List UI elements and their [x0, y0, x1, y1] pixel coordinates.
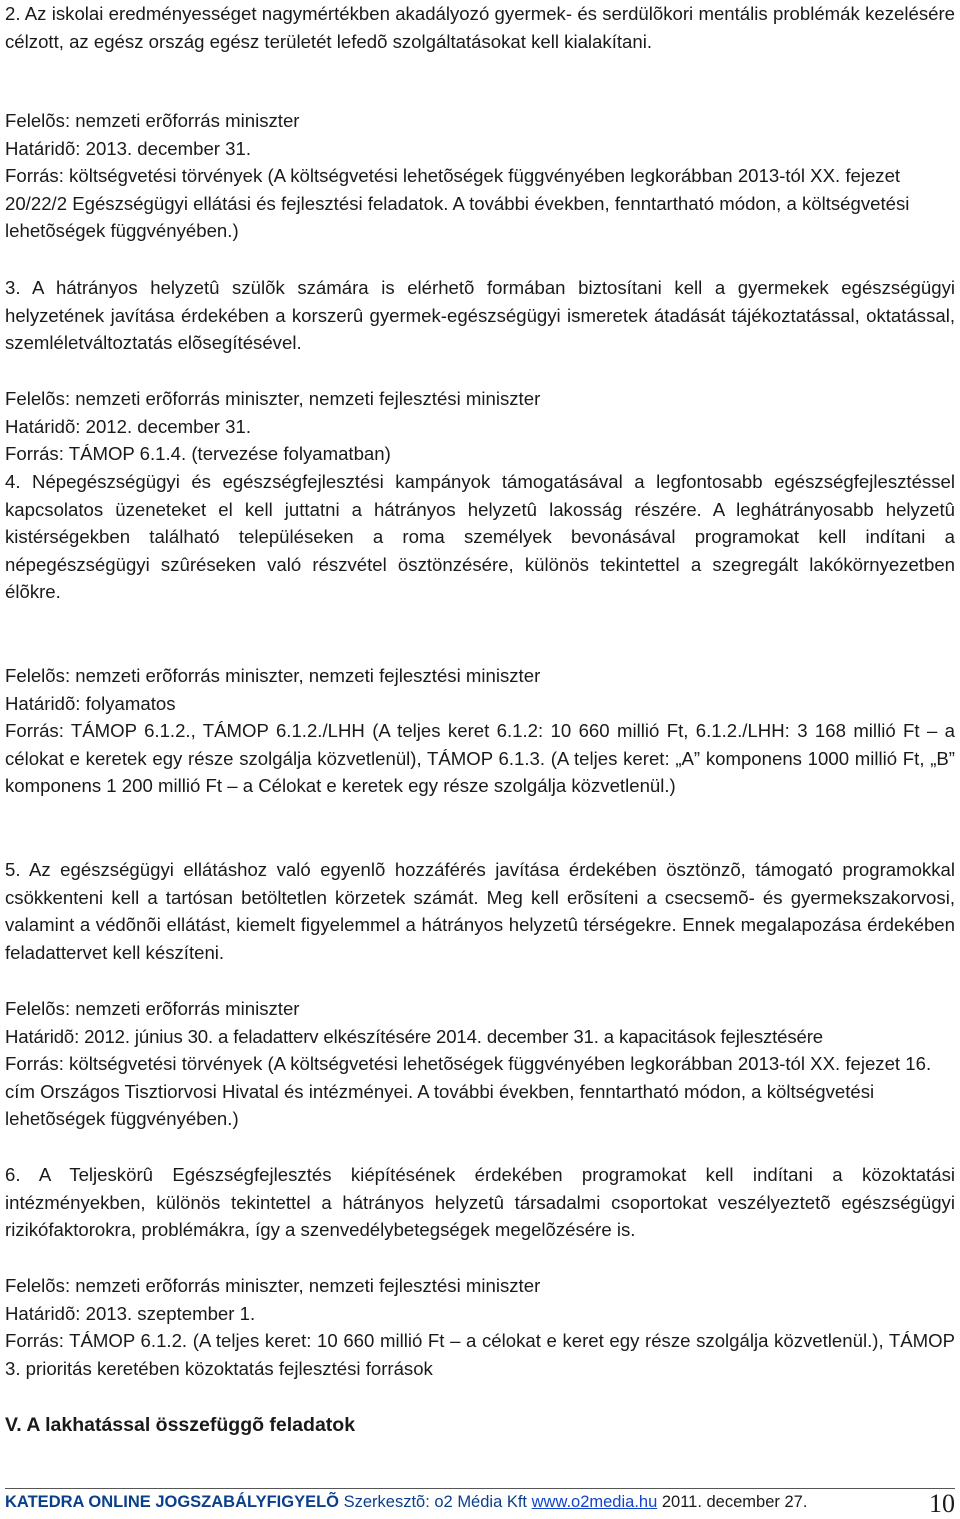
item-5-deadline: Határidõ: 2012. június 30. a feladatterv elkészítésére 2014. december 31. a kapacitások fejlesztésére: [5, 1025, 823, 1047]
item-4-deadline: Határidõ: folyamatos: [5, 692, 176, 714]
item-3-responsible: Felelõs: nemzeti erõforrás miniszter, nemzeti fejlesztési miniszter: [5, 388, 541, 409]
item-4-meta: [5, 662, 955, 800]
section-heading: V. A lakhatással összefüggõ feladatok: [5, 1414, 356, 1436]
item-6-source: Forrás: TÁMOP 6.1.2. (A teljes keret: 10 660 millió Ft – a célokat e keret egy része szolgálja közvetlenül.), TÁMOP 3. prioritás keretében közoktatás fejlesztési források: [5, 1330, 955, 1379]
footer-date: 2011. december 27.: [661, 1493, 808, 1511]
footer-editor: Szerkesztõ: o2 Média Kft: [343, 1493, 528, 1511]
item-6-deadline: Határidõ: 2013. szeptember 1.: [5, 1302, 256, 1324]
item-5-source: Forrás: költségvetési törvények (A költségvetési lehetõségek függvényében legkorábban 2013-tól XX. fejezet 16. cím Országos Tisztiorvosi Hivatal és intézményei. A további években, fenntartható módon, a költségvetési lehetõségek függvényében.): [5, 1053, 932, 1129]
section-heading-block: [5, 1412, 955, 1440]
footer-brand: KATEDRA ONLINE JOGSZABÁLYFIGYELÕ: [5, 1493, 339, 1511]
item-2-text: 2. Az iskolai eredményességet nagymértékben akadályozó gyermek- és serdülõkori mentális problémák kezelésére célzott, az egész ország egész területét lefedõ szolgáltatásokat kell kialakítani.: [5, 3, 955, 52]
item-2-source: Forrás: költségvetési törvények (A költségvetési lehetõségek függvényében legkorábban 2013-tól XX. fejezet 20/22/2 Egészségügyi ellátási és fejlesztési feladatok. A további években, fenntartható módon, a költségvetési lehetõségek függvényében.): [5, 165, 910, 241]
footer-link[interactable]: www.o2media.hu: [531, 1493, 658, 1511]
item-5-responsible: Felelõs: nemzeti erõforrás miniszter: [5, 998, 300, 1019]
item-3-text: 3. A hátrányos helyzetû szülõk számára is elérhetõ formában biztosítani kell a gyermekek egészségügyi helyzetének javítása érdekében a korszerû gyermek-egészségügyi ismeretek átadását tájékoztatással, oktatással, szemléletváltoztatás elõsegítésével.: [5, 277, 955, 353]
item-4-source: Forrás: TÁMOP 6.1.2., TÁMOP 6.1.2./LHH (A teljes keret 6.1.2: 10 660 millió Ft, 6.1.2./LHH: 3 168 millió Ft – a célokat e keretek egy része szolgálja közvetlenül), TÁMOP 6.1.3. (A teljes keret: „A” komponens 1000 millió Ft, „B” komponens 1 200 millió Ft – a Célokat e keretek egy része szolgálja közvetlenül.): [5, 720, 955, 796]
page-footer: [5, 1488, 955, 1517]
item-2-responsible: Felelõs: nemzeti erõforrás miniszter: [5, 110, 300, 131]
item-6-meta: [5, 1272, 955, 1382]
item-2-deadline: Határidõ: 2013. december 31.: [5, 137, 252, 159]
item-5-meta: [5, 995, 955, 1133]
item-3-deadline: Határidõ: 2012. december 31.: [5, 415, 252, 437]
item-2: [5, 0, 955, 55]
item-3-source: Forrás: TÁMOP 6.1.4. (tervezése folyamatban): [5, 443, 391, 464]
item-5: [5, 856, 955, 966]
page-number: 10: [929, 1489, 955, 1518]
item-6-text: 6. A Teljeskörû Egészségfejlesztés kiépítésének érdekében programokat kell indítani a közoktatási intézményekben, különös tekintettel a hátrányos helyzetû társadalmi csoportokat veszélyeztetõ egészségügyi rizikófaktorokra, problémákra, így a szenvedélybetegségek megelõzésére is.: [5, 1164, 955, 1240]
item-3-meta: [5, 385, 955, 468]
item-4: [5, 468, 955, 606]
item-6-responsible: Felelõs: nemzeti erõforrás miniszter, nemzeti fejlesztési miniszter: [5, 1275, 541, 1296]
item-5-text: 5. Az egészségügyi ellátáshoz való egyenlõ hozzáférés javítása érdekében ösztönzõ, támogató programokkal csökkenteni kell a tartósan betöltetlen körzetek számát. Meg kell erõsíteni a csecsemõ- és gyermekszakorvosi, valamint a védõnõi ellátást, kiemelt figyelemmel a hátrányos helyzetû térségekre. Ennek megalapozása érdekében feladattervet kell készíteni.: [5, 859, 955, 963]
item-4-text: 4. Népegészségügyi és egészségfejlesztési kampányok támogatásával a legfontosabb egészségfejlesztéssel kapcsolatos üzeneteket el kell juttatni a hátrányos helyzetû lakosság részére. A leghátrányosabb helyzetû kistérségekben található településeken a roma személyek bevonásával programokat kell indítani a népegészségügyi szûréseken való részvétel ösztönzésére, különös tekintettel a szegregált lakókörnyezetben élõkre.: [5, 471, 955, 602]
item-2-meta: [5, 107, 955, 245]
item-6: [5, 1161, 955, 1244]
item-3: [5, 274, 955, 357]
item-4-responsible: Felelõs: nemzeti erõforrás miniszter, nemzeti fejlesztési miniszter: [5, 665, 541, 686]
